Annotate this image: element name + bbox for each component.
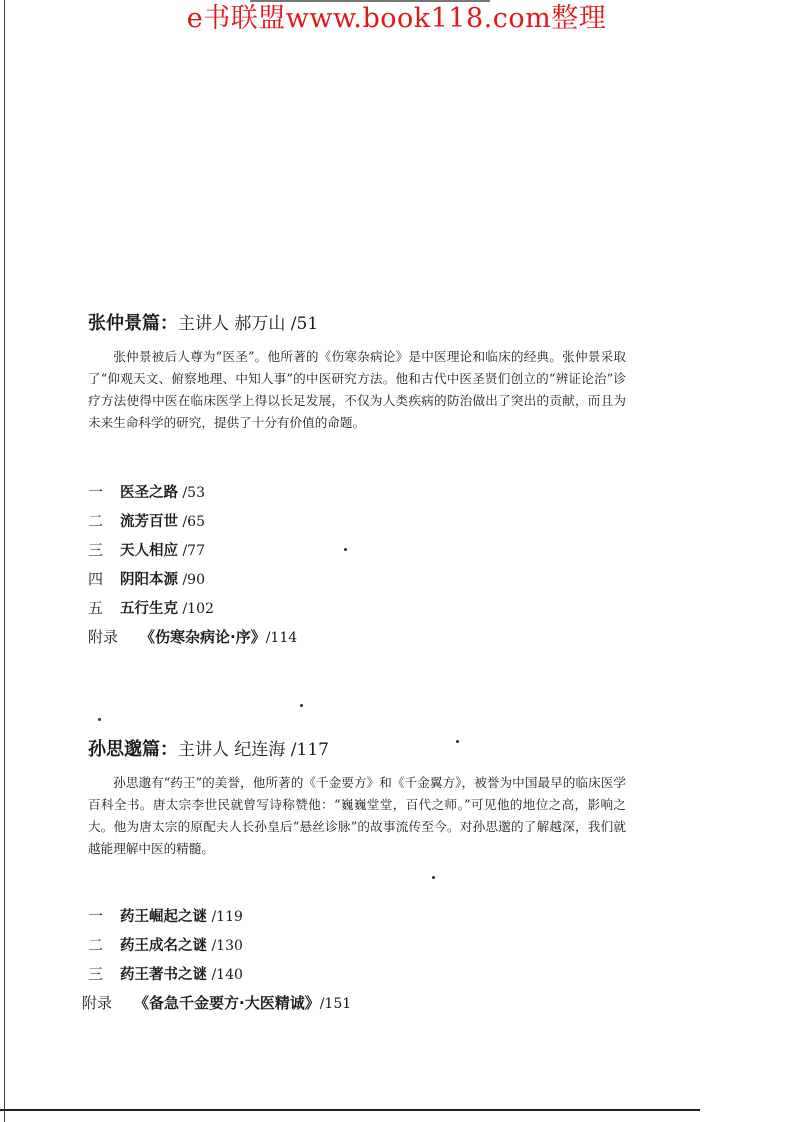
toc-item-number: 二 [88,512,104,530]
toc-item-page: /90 [178,572,205,588]
intro-paragraph: 张仲景被后人尊为“医圣”。他所著的《伤寒杂病论》是中医理论和临床的经典。张仲景采取了“仰观天文、俯察地理、中知人事”的中医研究方法。他和古代中医圣贤们创立的“辨证论治”诊疗方法使得中医在临床医学上得以长足发展，不仅为人类疾病的防治做出了突出的贡献，而且为未来生命科学的研究，提供了十分有价值的命题。 [88,349,626,430]
toc-item-number: 四 [88,570,104,588]
toc-item-number: 二 [88,936,104,954]
toc-item-page: /102 [178,601,214,617]
section-lecturer: 主讲人 郝万山 /51 [178,314,319,334]
toc-appendix[interactable] [82,989,648,1018]
toc-item-page: /130 [207,938,243,954]
scan-speck [456,740,459,743]
watermark: e书联盟www.book118.com整理 [186,3,607,34]
intro-paragraph: 孙思邈有“药王”的美誉，他所著的《千金要方》和《千金翼方》，被誉为中国最早的临床医学百科全书。唐太宗李世民就曾写诗称赞他：“巍巍堂堂，百代之师。”可见他的地位之高，影响之大。他为唐太宗的原配夫人长孙皇后“悬丝诊脉”的故事流传至今。对孙思邈的了解越深，我们就越能理解中医的精髓。 [88,775,626,856]
toc-item[interactable] [88,931,648,960]
toc-item-title: 五行生克 [120,601,178,617]
toc-item[interactable] [88,478,648,507]
scan-left-edge [4,0,5,1122]
toc-appendix[interactable] [88,623,648,652]
toc-item-title: 医圣之路 [120,485,178,501]
section-name: 张仲景篇： [88,313,178,334]
toc-item-title: 药王崛起之谜 [120,909,207,925]
section-intro [88,772,626,860]
toc-item-page: /119 [207,909,243,925]
toc-item-number: 一 [88,907,104,925]
toc-item-title: 流芳百世 [120,514,178,530]
section-lecturer: 主讲人 纪连海 /117 [178,740,329,760]
toc-item-number: 三 [88,541,104,559]
section-heading-zhang-zhongjing [88,312,318,336]
toc-list [88,478,648,652]
toc-item-number: 一 [88,483,104,501]
toc-item-title: 药王成名之谜 [120,938,207,954]
scan-speck [300,704,303,707]
section-intro [88,346,626,434]
appendix-page: /114 [265,630,298,646]
toc-item[interactable] [88,565,648,594]
toc-item-page: /140 [207,967,243,983]
section-name: 孙思邈篇： [88,739,178,760]
appendix-page: /151 [319,996,352,1012]
scan-bottom-edge [0,1109,700,1111]
toc-item[interactable] [88,507,648,536]
appendix-title: 《伤寒杂病论·序》 [140,628,266,646]
appendix-label: 附录 [82,994,113,1012]
scan-speck [98,718,101,721]
appendix-title: 《备急千金要方·大医精诚》 [134,994,320,1012]
appendix-label: 附录 [88,628,119,646]
scan-speck [432,876,435,879]
toc-item-page: /53 [178,485,205,501]
toc-item-number: 三 [88,965,104,983]
section-heading-sun-simiao [88,738,329,762]
toc-item-page: /65 [178,514,205,530]
toc-item[interactable] [88,594,648,623]
toc-item-title: 药王著书之谜 [120,967,207,983]
toc-item-number: 五 [88,599,104,617]
toc-item-page: /77 [178,543,205,559]
toc-item[interactable] [88,536,648,565]
toc-item[interactable] [88,902,648,931]
toc-list [82,902,648,1018]
toc-item-title: 阴阳本源 [120,572,178,588]
toc-item[interactable] [88,960,648,989]
toc-item-title: 天人相应 [120,543,178,559]
